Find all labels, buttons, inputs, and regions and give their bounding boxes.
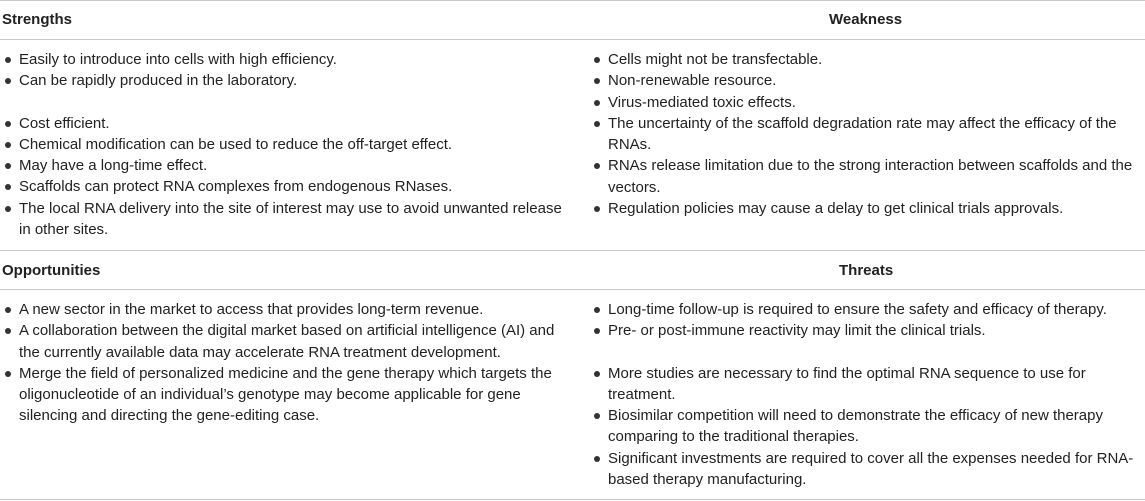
strengths-item: May have a long-time effect. bbox=[3, 155, 575, 176]
weakness-item: The uncertainty of the scaffold degradation rate may affect the efficacy of the RNAs. bbox=[592, 113, 1144, 156]
threats-item: Long-time follow-up is required to ensure the safety and efficacy of therapy. bbox=[592, 299, 1144, 320]
strengths-item: Easily to introduce into cells with high efficiency. bbox=[3, 49, 575, 70]
opportunities-item: A new sector in the market to access that provides long-term revenue. bbox=[3, 299, 575, 320]
threats-item: Biosimilar competition will need to demonstrate the efficacy of new therapy comparing to the traditional therapies. bbox=[592, 405, 1144, 448]
table-top-rule bbox=[0, 0, 1145, 1]
threats-item: Significant investments are required to cover all the expenses needed for RNA-based therapy manufacturing. bbox=[592, 448, 1144, 491]
weakness-item: Virus-mediated toxic effects. bbox=[592, 92, 1144, 113]
strengths-header: Strengths bbox=[2, 11, 73, 28]
header-rule bbox=[0, 39, 1145, 40]
strengths-list bbox=[3, 49, 575, 240]
threats-item: Pre- or post-immune reactivity may limit the clinical trials. bbox=[592, 320, 1144, 341]
strengths-item: Scaffolds can protect RNA complexes from endogenous RNases. bbox=[3, 176, 575, 197]
table-bottom-rule bbox=[0, 499, 1145, 500]
weakness-item: Non-renewable resource. bbox=[592, 70, 1144, 91]
weakness-item: Cells might not be transfectable. bbox=[592, 49, 1144, 70]
header-rule bbox=[0, 289, 1145, 290]
weakness-header: Weakness bbox=[829, 11, 903, 28]
strengths-item: The local RNA delivery into the site of interest may use to avoid unwanted release in other sites. bbox=[3, 198, 575, 241]
weakness-item: Regulation policies may cause a delay to get clinical trials approvals. bbox=[592, 198, 1144, 219]
threats-header: Threats bbox=[839, 262, 894, 279]
strengths-item: Chemical modification can be used to reduce the off-target effect. bbox=[3, 134, 575, 155]
opportunities-header: Opportunities bbox=[2, 262, 101, 279]
strengths-item: Can be rapidly produced in the laboratory. bbox=[3, 70, 575, 91]
weakness-list bbox=[592, 49, 1144, 219]
weakness-item: RNAs release limitation due to the strong interaction between scaffolds and the vectors. bbox=[592, 155, 1144, 198]
opportunities-list bbox=[3, 299, 575, 427]
section-rule bbox=[0, 250, 1145, 251]
opportunities-item: A collaboration between the digital market based on artificial intelligence (AI) and the currently available data may accelerate RNA treatment development. bbox=[3, 320, 575, 363]
threats-list bbox=[592, 299, 1144, 490]
strengths-item: Cost efficient. bbox=[3, 113, 575, 134]
opportunities-item: Merge the field of personalized medicine and the gene therapy which targets the oligonucleotide of an individual’s genotype may become applicable for gene silencing and directing the gene-editing case. bbox=[3, 363, 575, 427]
threats-item: More studies are necessary to find the optimal RNA sequence to use for treatment. bbox=[592, 363, 1144, 406]
